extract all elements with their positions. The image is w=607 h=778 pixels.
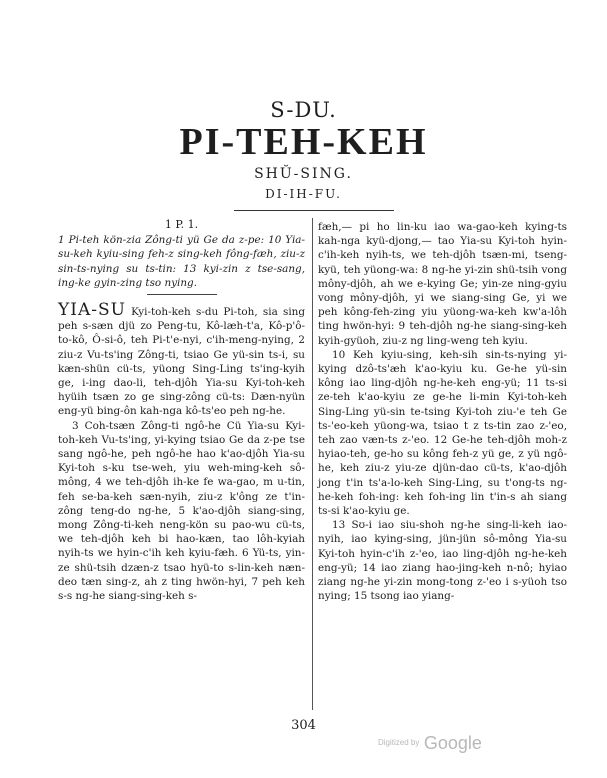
right-column bbox=[318, 220, 567, 603]
verse-text: iao siu-shoh ng-he sing-li-keh iao-nyih, iao kying-sing, jün-jün sô-mông Yia-su Kyi-toh hyin-c'ih z-'eo, iao ling-djôh ng-he-keh eng-yü; 14 iao ziang hao-jing-keh n-nô; hyiao ziang ng-he yi-zin mong-tong z-'eo i s-yüoh tso nying; 15 tsong iao yiang- bbox=[318, 519, 567, 603]
book-title: PI-TEH-KEH bbox=[179, 121, 428, 163]
chapter-number: 1 P. 1. bbox=[164, 218, 199, 231]
verse-text: Kyi-toh-keh s-du Pi-toh, sia sing peh s-sæn djü zo Peng-tu, Kô-læh-t'a, Kô-p'ô-to-kô, Ô-si-ô, teh Pi-t'e-nyi, c'ih-meng-nying, 2 ziu-z Vu-ts'ing Zông-ti, tsiao Ge yü-sin ts-i, su kæn-shün cü-ts, yüong Sing-Ling ts'ing-kyih ge, i-ing dao-li, teh-djôh Yia-su Kyi-toh-keh hyüih tsæn zo ge sing-zông cü-ts: Dæn-nyün eng-yü bing-ôn kah-nga kô-ts'eo peh ng-he. bbox=[58, 306, 305, 418]
chapter-summary: 1 Pi-teh kön-zia Zông-ti yü Ge da z-pe: 10 Yia-su-keh kyiu-sing feh-z sing-keh fông-fæh, ziu-z sin-ts-nying su ts-tin: 13 kyi-zin z tse-sang, ing-ke gyin-zing tso nying. bbox=[58, 234, 305, 289]
watermark-prefix: Digitized by bbox=[378, 738, 420, 747]
book-subtitle: SHŬ-SING. bbox=[254, 166, 353, 182]
summary-rule bbox=[147, 294, 217, 295]
page-number: 304 bbox=[291, 718, 316, 733]
google-logo: Google bbox=[423, 733, 482, 753]
verse-paragraph-1 bbox=[58, 300, 305, 419]
google-watermark bbox=[378, 733, 482, 754]
drop-cap: YIA-SU bbox=[58, 300, 126, 321]
verse-paragraph-3: 3 Coh-tsæn Zông-ti ngô-he Cü Yia-su Kyi-toh-keh Vu-ts'ing, yi-kying tsiao Ge da z-pe tse sang ngô-he, peh ngô-he hao k'ao-djôh Yia-su Kyi-toh s-ku tse-weh, yiu weh-ming-keh sô-mông, 4 we teh-djôh ih-ke fe wa-gao, m u-tin, feh se-ba-keh sæn-nyih, ziu-z k'ông ze t'in-zông teng-do ng-he, 5 k'ao-djôh siang-sing, mong Zông-ti-keh neng-kön su pao-wu cü-ts, we teh-djôh keh bi hao-kæn, tao lôh-kyiah nyih-ts we hyin-c'ih keh kyiu-fæh. 6 Yü-ts, yin-ze shü-tsih dzæn-z tsao hyü-to s-lin-keh næn-deo tæn sing-z, ah z ting hwön-hyi, 7 peh keh s-s ng-he siang-sing-keh s- bbox=[58, 419, 305, 603]
verse-paragraph-continued: fæh,— pi ho lin-ku iao wa-gao-keh kying-ts kah-nga kyü-djong,— tao Yia-su Kyi-toh hyin-c'ih-keh nyih-ts, we teh-djôh tsæn-mi, tseng-kyü, teh yüong-wa: 8 ng-he yi-zin shü-tsih vong môny-djôh, ah we e-kying Ge; yin-ze ning-gyiu vong môny-djôh, yi we siang-sing Ge, yi we peh kông-feh-zing yiu yüong-wa-keh kw'a-lôh ting hwön-hyi: 9 teh-djôh ng-he siang-sing-keh kyih-gyüoh, ziu-z ng ling-weng teh kyiu. bbox=[318, 221, 567, 347]
left-column bbox=[58, 218, 305, 603]
column-divider bbox=[312, 218, 313, 710]
verse-paragraph-13 bbox=[318, 518, 567, 603]
verse-lead: 13 Sʊ-i bbox=[332, 519, 372, 532]
chapter-heading: DI-IH-FU. bbox=[265, 187, 342, 201]
verse-paragraph-10: 10 Keh kyiu-sing, keh-sih sin-ts-nying yi-kying dzô-ts'æh k'ao-kyiu ku. Ge-he yü-sin kông iao ling-djôh ng-he-keh eng-yü; 11 ts-si ze-teh k'ao-kyiu ze ge-he li-min Kyi-toh-keh Sing-Ling yü-sin te-tsing Kyi-toh ziu-'e teh Ge ts-'eo-keh yüong-wa, tsiao t z ts-tin zao z-'eo, teh zao væn-ts z-'eo. 12 Ge-he teh-djôh moh-z hyiao-teh, ge-ho su kông feh-z yü ge, z yü ngô-he, keh ziu-z yiu-ze djün-dao cü-ts, k'ao-djôh jong t'in ts'a-lo-keh Sing-Ling, su t'ong-ts ng-he-keh foh-ing: keh foh-ing lin t'in-s ah siang ts-si k'ao-kyiu ge. bbox=[318, 348, 567, 518]
header-rule bbox=[234, 210, 394, 211]
book-label: S-DU. bbox=[270, 98, 337, 122]
